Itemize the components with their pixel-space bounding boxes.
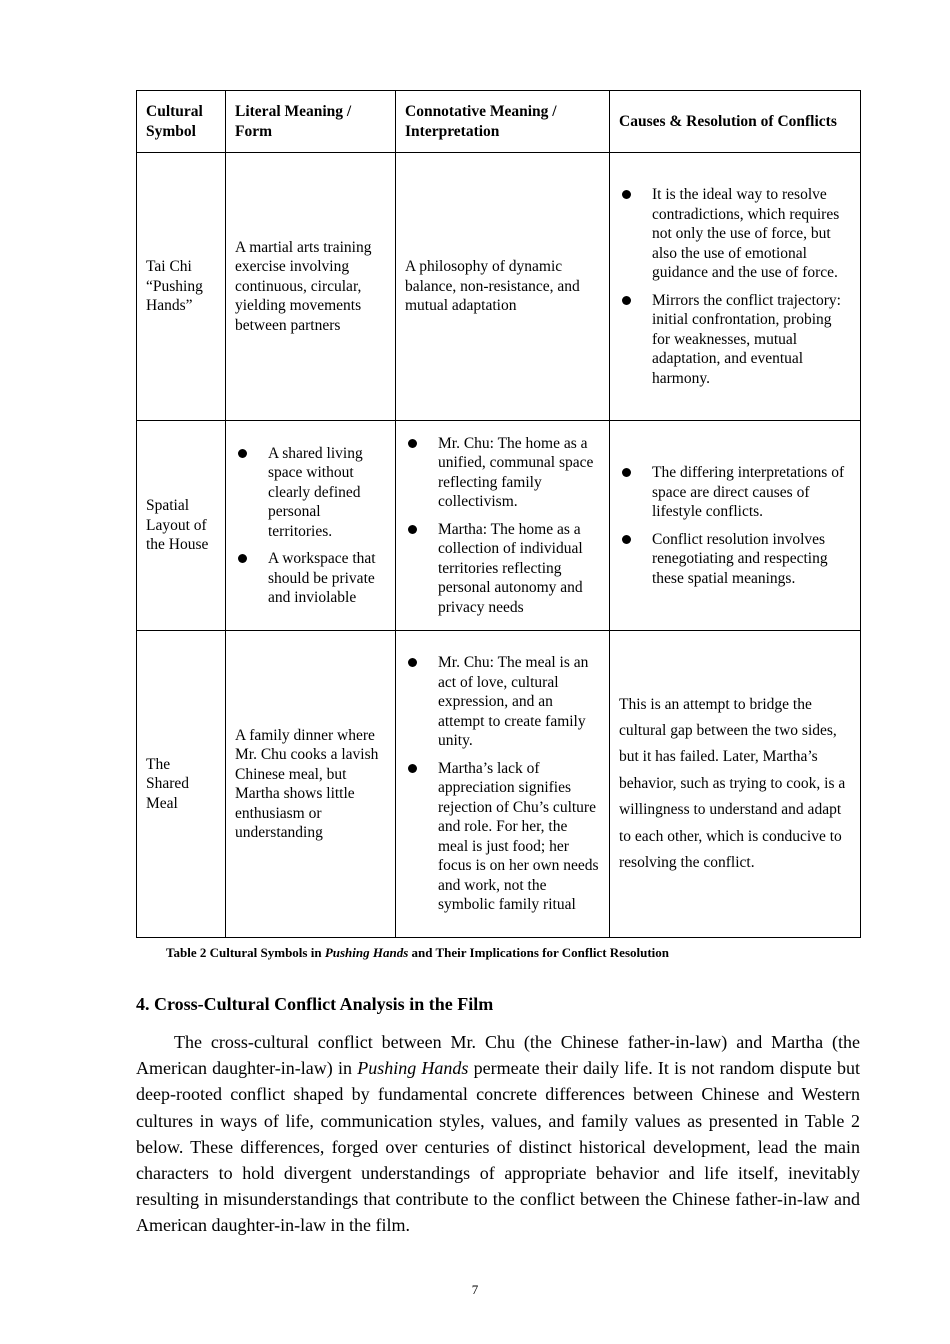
list-item: It is the ideal way to resolve contradictions, which requires not only the use of force, but also the use of emotional guidance and the use of force. [619, 185, 851, 283]
bullet-icon [408, 439, 417, 448]
bullet-icon [238, 449, 247, 458]
bullet-icon [408, 525, 417, 534]
connotative-cell [396, 631, 610, 938]
page-content [136, 90, 860, 1239]
section-heading: 4. Cross-Cultural Conflict Analysis in the Film [136, 994, 494, 1014]
connotative-cell: A philosophy of dynamic balance, non-resistance, and mutual adaptation [396, 153, 610, 421]
literal-cell: A family dinner where Mr. Chu cooks a lavish Chinese meal, but Martha shows little enthusiasm or understanding [226, 631, 396, 938]
bullet-icon [622, 468, 631, 477]
table-row [137, 153, 861, 421]
list-item: A shared living space without clearly defined personal territories. [235, 444, 386, 542]
table-caption: Table 2 Cultural Symbols in Pushing Hands and Their Implications for Conflict Resolution [166, 945, 670, 960]
page-number: 7 [471, 1282, 479, 1297]
causes-cell [610, 153, 861, 421]
header-connotative-meaning: Connotative Meaning / Interpretation [396, 91, 610, 153]
symbol-cell: The Shared Meal [137, 631, 226, 938]
connotative-cell [396, 421, 610, 631]
bullet-icon [622, 190, 631, 199]
cultural-symbols-table [136, 90, 861, 938]
symbol-cell: Spatial Layout of the House [137, 421, 226, 631]
literal-cell: A martial arts training exercise involving continuous, circular, yielding movements between partners [226, 153, 396, 421]
table-header-row [137, 91, 861, 153]
list-item: Martha’s lack of appreciation signifies rejection of Chu’s culture and role. For her, the meal is just food; her focus is on her own needs and work, not the symbolic family ritual [405, 759, 600, 915]
list-item: Mr. Chu: The meal is an act of love, cultural expression, and an attempt to create family unity. [405, 653, 600, 751]
causes-cell [610, 421, 861, 631]
list-item: Mr. Chu: The home as a unified, communal space reflecting family collectivism. [405, 434, 600, 512]
bullet-icon [238, 554, 247, 563]
list-item: The differing interpretations of space are direct causes of lifestyle conflicts. [619, 463, 851, 522]
header-causes-resolution: Causes & Resolution of Conflicts [610, 91, 861, 153]
header-literal-meaning: Literal Meaning / Form [226, 91, 396, 153]
bullet-icon [622, 296, 631, 305]
table-row [137, 421, 861, 631]
bullet-icon [408, 764, 417, 773]
header-cultural-symbol: Cultural Symbol [137, 91, 226, 153]
body-paragraph: The cross-cultural conflict between Mr. Chu (the Chinese father-in-law) and Martha (the American daughter-in-law) in Pushing Hands permeate their daily life. It is not random dispute but deep-rooted conflict shaped by fundamental concrete differences between Chinese and Western cultures in ways of life, communication styles, values, and family values as presented in Table 2 below. These differences, forged over centuries of distinct historical development, lead the main characters to hold divergent understandings of appropriate behavior and life itself, inevitably resulting in misunderstandings that contribute to the conflict between the Chinese father-in-law and American daughter-in-law in the film. [136, 1032, 860, 1236]
symbol-cell: Tai Chi “Pushing Hands” [137, 153, 226, 421]
list-item: Mirrors the conflict trajectory: initial confrontation, probing for weaknesses, mutual adaptation, and eventual harmony. [619, 291, 851, 389]
bullet-icon [408, 658, 417, 667]
bullet-icon [622, 535, 631, 544]
list-item: A workspace that should be private and inviolable [235, 549, 386, 608]
table-row [137, 631, 861, 938]
literal-cell [226, 421, 396, 631]
list-item: Conflict resolution involves renegotiating and respecting these spatial meanings. [619, 530, 851, 589]
causes-cell: This is an attempt to bridge the cultural gap between the two sides, but it has failed. Later, Martha’s behavior, such as trying to cook, is a willingness to understand and adapt to each other, which is conducive to resolving the conflict. [610, 631, 861, 938]
list-item: Martha: The home as a collection of individual territories reflecting personal autonomy and privacy needs [405, 520, 600, 618]
